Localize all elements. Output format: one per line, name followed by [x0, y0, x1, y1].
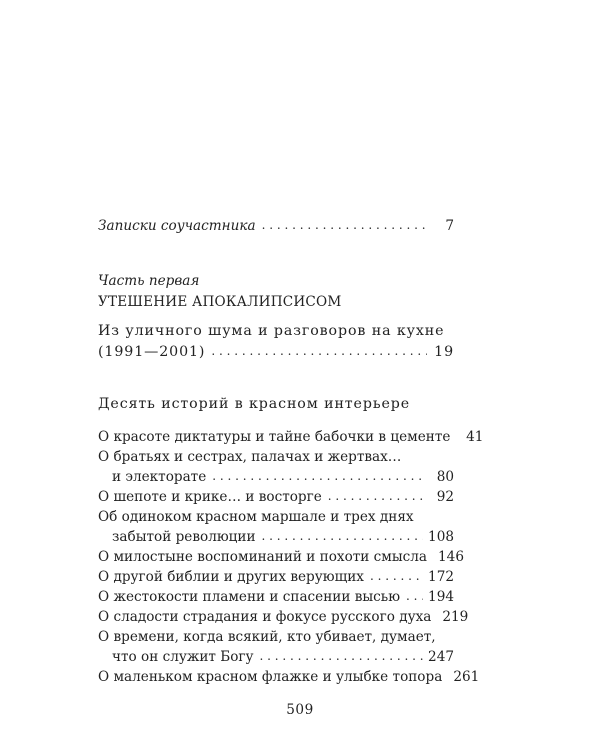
- entry-title-line2: забытой революции: [112, 529, 256, 545]
- entry-title-line2: и электорате: [112, 469, 207, 485]
- entry-title-line2: что он служит Богу: [112, 649, 254, 665]
- entry-title: О маленьком красном флажке и улыбке топора: [98, 669, 443, 685]
- part-heading: [98, 271, 454, 312]
- page-number: 247: [428, 649, 454, 665]
- toc-entry[interactable]: [98, 547, 464, 567]
- part-label: Часть первая: [98, 273, 200, 289]
- leader-dots: [260, 646, 424, 666]
- leader-dots: [406, 586, 423, 606]
- section-heading: [98, 394, 454, 414]
- toc-entry-section-1[interactable]: [98, 321, 454, 363]
- leader-dots: [328, 486, 427, 506]
- page-number: 80: [436, 469, 454, 485]
- page-number: 261: [453, 669, 480, 685]
- page-number: 7: [445, 218, 454, 234]
- entry-title: О шепоте и крике… и восторге: [98, 489, 322, 505]
- page-number: 19: [434, 344, 454, 360]
- leader-dots: [262, 215, 427, 235]
- leader-dots: [370, 566, 423, 586]
- toc-entry-list: [98, 427, 484, 687]
- entry-title-line1: Из уличного шума и разговоров на кухне: [98, 323, 445, 339]
- toc-entry[interactable]: [98, 507, 454, 547]
- page-number: 92: [436, 489, 454, 505]
- entry-title: О сладости страдания и фокусе русского духа: [98, 609, 432, 625]
- page-number: 108: [428, 529, 454, 545]
- page-number: 146: [438, 549, 464, 565]
- part-title: УТЕШЕНИЕ АПОКАЛИПСИСОМ: [98, 294, 342, 310]
- entry-title: О другой библии и других верующих: [98, 569, 364, 585]
- toc-entry[interactable]: [98, 587, 454, 607]
- leader-dots: [212, 466, 427, 486]
- entry-title-line1: О братьях и сестрах, палачах и жертвах…: [98, 449, 402, 465]
- toc-entry[interactable]: [98, 487, 454, 507]
- entry-title: О жестокости пламени и спасении высью: [98, 589, 401, 605]
- entry-title-line1: Об одиноком красном маршале и трех днях: [98, 509, 414, 525]
- toc-entry[interactable]: [98, 627, 454, 667]
- page-number: 194: [428, 589, 454, 605]
- toc-entry[interactable]: [98, 607, 469, 627]
- section-title: Десять историй в красном интерьере: [98, 396, 411, 412]
- toc-entry[interactable]: [98, 447, 454, 487]
- page-number: 172: [428, 569, 454, 585]
- entry-title-line1: О времени, когда всякий, кто убивает, думает,: [98, 629, 436, 645]
- toc-entry[interactable]: [98, 667, 480, 687]
- folio-page-number: 509: [286, 702, 314, 718]
- toc-entry[interactable]: [98, 567, 454, 587]
- entry-title: О милостыне воспоминаний и похоти смысла: [98, 549, 428, 565]
- page-number: 41: [466, 429, 484, 445]
- entry-title-line2: (1991—2001): [98, 344, 206, 360]
- leader-dots: [262, 526, 424, 546]
- entry-title: О красоте диктатуры и тайне бабочки в цементе: [98, 429, 451, 445]
- entry-title: Записки соучастника: [98, 218, 256, 234]
- toc-entry-intro[interactable]: [98, 216, 454, 236]
- leader-dots: [211, 341, 427, 362]
- toc-entry[interactable]: [98, 427, 484, 447]
- page-number: 219: [442, 609, 469, 625]
